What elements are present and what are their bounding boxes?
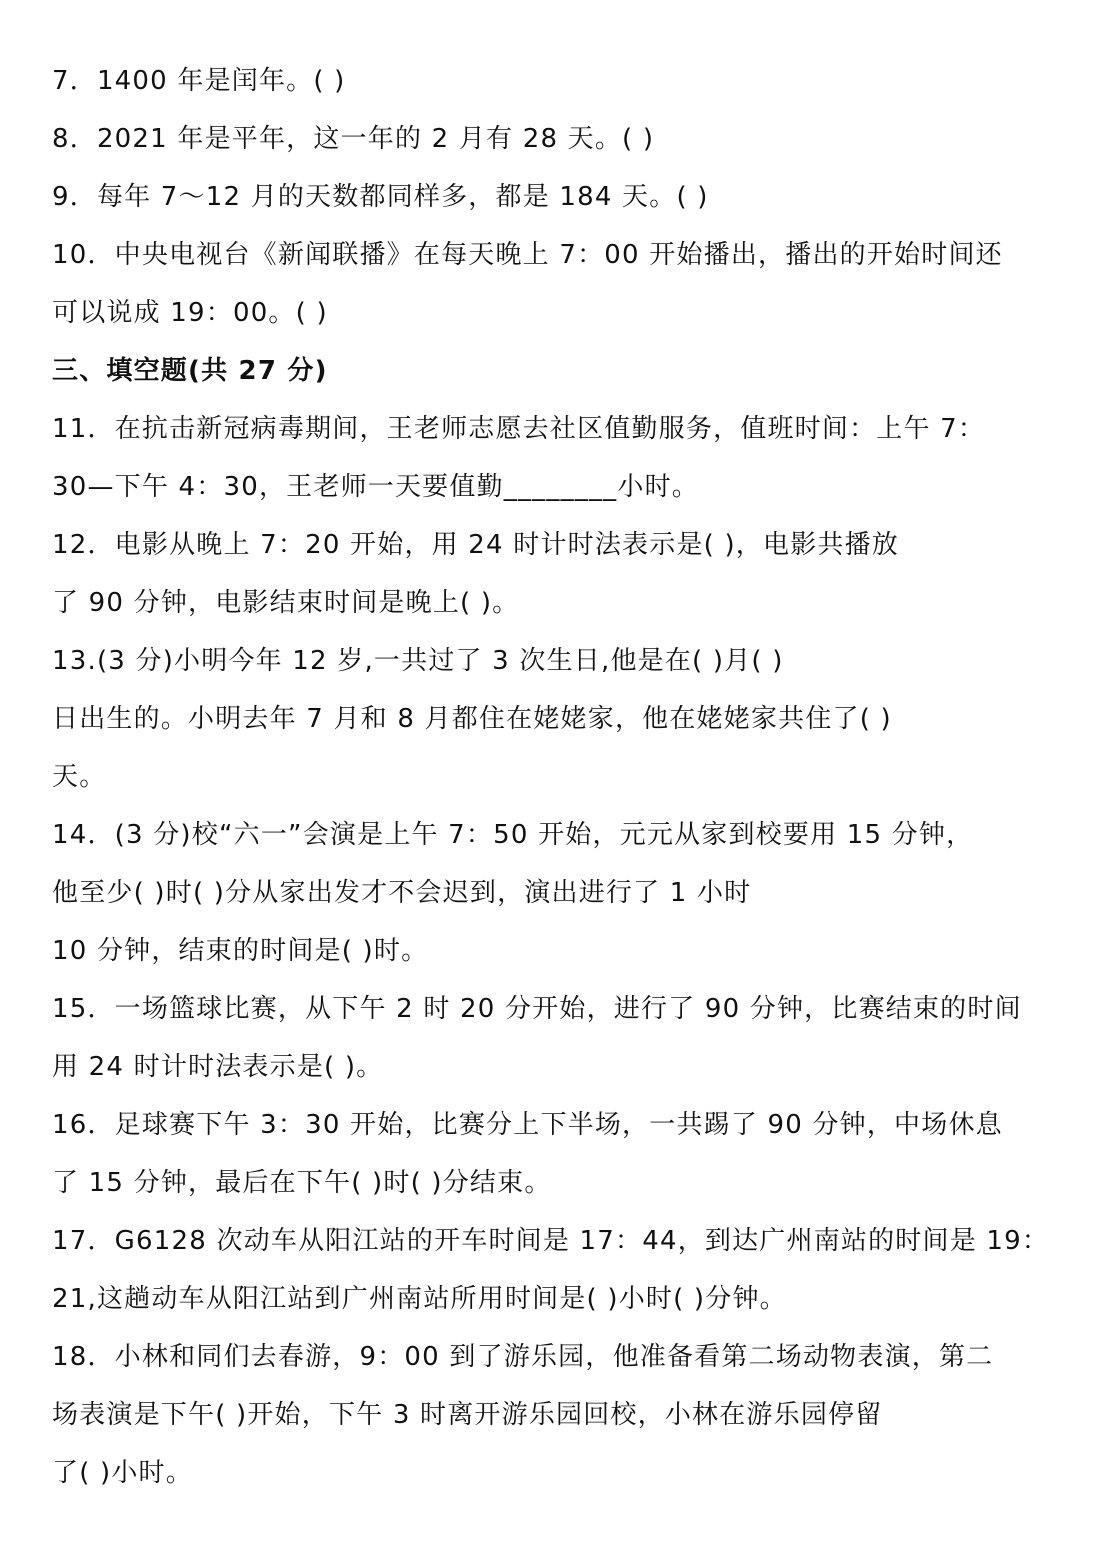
question-13-line-3: 天。 <box>52 762 107 792</box>
question-17-line-2: 21,这趟动车从阳江站到广州南站所用时间是( )小时( )分钟。 <box>52 1284 787 1314</box>
question-12-line-2: 了 90 分钟，电影结束时间是晚上( )。 <box>52 588 520 618</box>
question-18-line-1: 18．小林和同们去春游，9：00 到了游乐园，他准备看第二场动物表演，第二 <box>52 1342 994 1372</box>
question-13-line-2: 日出生的。小明去年 7 月和 8 月都住在姥姥家，他在姥姥家共住了( ) <box>52 704 892 734</box>
question-8: 8．2021 年是平年，这一年的 2 月有 28 天。( ) <box>52 124 655 154</box>
question-16-line-2: 了 15 分钟，最后在下午( )时( )分结束。 <box>52 1168 552 1198</box>
question-17-line-1: 17．G6128 次动车从阳江站的开车时间是 17：44，到达广州南站的时间是 19： <box>52 1226 1050 1256</box>
question-14-line-1: 14．(3 分)校“六一”会演是上午 7：50 开始，元元从家到校要用 15 分钟， <box>52 820 974 850</box>
question-18-line-3: 了( )小时。 <box>52 1458 193 1488</box>
question-11-line-2: 30—下午 4：30，王老师一天要值勤________小时。 <box>52 472 699 502</box>
question-9: 9．每年 7～12 月的天数都同样多，都是 184 天。( ) <box>52 182 709 212</box>
section-heading: 三、填空题(共 27 分) <box>52 356 328 386</box>
question-10-line-2: 可以说成 19：00。( ) <box>52 298 328 328</box>
question-10-line-1: 10．中央电视台《新闻联播》在每天晚上 7：00 开始播出，播出的开始时间还 <box>52 240 1003 270</box>
question-13-line-1: 13.(3 分)小明今年 12 岁,一共过了 3 次生日,他是在( )月( ) <box>52 646 784 676</box>
question-14-line-2: 他至少( )时( )分从家出发才不会迟到，演出进行了 1 小时 <box>52 878 752 908</box>
question-7: 7．1400 年是闰年。( ) <box>52 66 346 96</box>
question-15-line-1: 15．一场篮球比赛，从下午 2 时 20 分开始，进行了 90 分钟，比赛结束的时间 <box>52 994 1022 1024</box>
question-11-line-1: 11．在抗击新冠病毒期间，王老师志愿去社区值勤服务，值班时间：上午 7： <box>52 414 986 444</box>
question-18-line-2: 场表演是下午( )开始，下午 3 时离开游乐园回校，小林在游乐园停留 <box>52 1400 883 1430</box>
question-14-line-3: 10 分钟，结束的时间是( )时。 <box>52 936 429 966</box>
question-15-line-2: 用 24 时计时法表示是( )。 <box>52 1052 384 1082</box>
question-12-line-1: 12．电影从晚上 7：20 开始，用 24 时计时法表示是( )，电影共播放 <box>52 530 900 560</box>
question-16-line-1: 16．足球赛下午 3：30 开始，比赛分上下半场，一共踢了 90 分钟，中场休息 <box>52 1110 1003 1140</box>
